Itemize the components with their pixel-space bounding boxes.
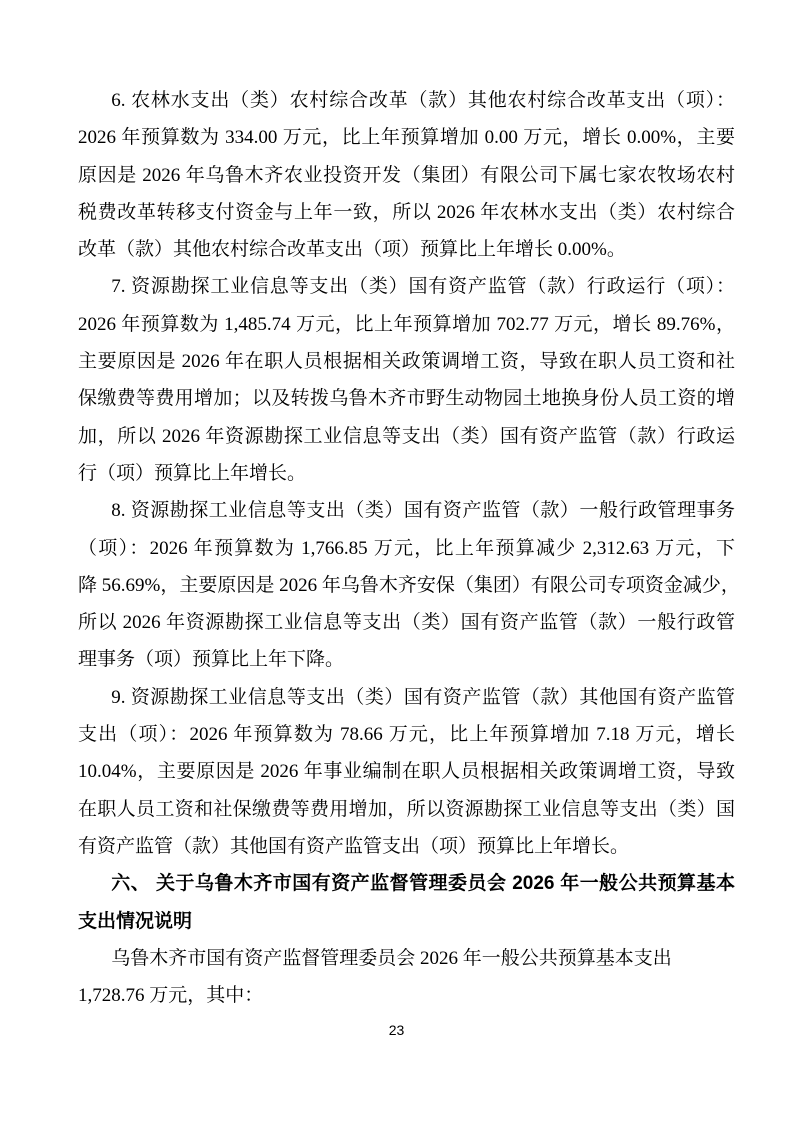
- para-9-line-5: 有资产监管（款）其他国有资产监管支出（项）预算比上年增长。: [78, 835, 630, 857]
- section-heading-line-1: 六、 关于乌鲁木齐市国有资产监督管理委员会 2026 年一般公共预算基本: [111, 873, 735, 895]
- para-9-line-1: 9. 资源勘探工业信息等支出（类）国有资产监管（款）其他国有资产监管: [111, 686, 735, 708]
- para-7-line-4: 保缴费等费用增加；以及转拨乌鲁木齐市野生动物园土地换身份人员工资的增: [78, 388, 735, 410]
- para-7-line-6: 行（项）预算比上年增长。: [78, 462, 307, 484]
- para-8-line-4: 所以 2026 年资源勘探工业信息等支出（类）国有资产监管（款）一般行政管: [78, 612, 735, 634]
- intro-line-1: 乌鲁木齐市国有资产监督管理委员会 2026 年一般公共预算基本支出: [111, 947, 672, 969]
- para-6-line-2: 2026 年预算数为 334.00 万元，比上年预算增加 0.00 万元，增长 0.00%，主要: [78, 127, 735, 149]
- para-8-line-1: 8. 资源勘探工业信息等支出（类）国有资产监管（款）一般行政管理事务: [111, 500, 735, 522]
- para-9-line-3: 10.04%，主要原因是 2026 年事业编制在职人员根据相关政策调增工资，导致: [78, 761, 735, 783]
- page-body-text: [78, 82, 740, 1014]
- paragraph-basic-expenditure-intro: [78, 940, 735, 1015]
- para-8-line-2: （项）：2026 年预算数为 1,766.85 万元，比上年预算减少 2,312.63 万元，下: [78, 537, 735, 559]
- section-heading-line-2: 支出情况说明: [78, 910, 193, 932]
- para-7-line-1: 7. 资源勘探工业信息等支出（类）国有资产监管（款）行政运行（项）：: [111, 276, 735, 298]
- para-7-line-5: 加，所以 2026 年资源勘探工业信息等支出（类）国有资产监管（款）行政运: [78, 425, 735, 447]
- para-6-line-3: 原因是 2026 年乌鲁木齐农业投资开发（集团）有限公司下属七家农牧场农村: [78, 164, 735, 186]
- para-7-line-3: 主要原因是 2026 年在职人员根据相关政策调增工资，导致在职人员工资和社: [78, 351, 735, 373]
- paragraph-item-6: [78, 82, 735, 268]
- paragraph-item-8: [78, 492, 740, 678]
- paragraph-item-7: [78, 268, 735, 492]
- para-6-line-4: 税费改革转移支付资金与上年一致，所以 2026 年农林水支出（类）农村综合: [78, 201, 735, 223]
- page-number: 23: [388, 1022, 405, 1038]
- para-6-line-5: 改革（款）其他农村综合改革支出（项）预算比上年增长 0.00%。: [78, 239, 626, 261]
- para-8-line-5: 理事务（项）预算比上年下降。: [78, 649, 345, 671]
- para-6-line-1: 6. 农林水支出（类）农村综合改革（款）其他农村综合改革支出（项）：: [111, 90, 735, 111]
- para-8-line-3: 降 56.69%，主要原因是 2026 年乌鲁木齐安保（集团）有限公司专项资金减少，: [78, 574, 740, 596]
- para-7-line-2: 2026 年预算数为 1,485.74 万元，比上年预算增加 702.77 万元，增长 89.76%，: [78, 313, 735, 335]
- paragraph-item-9: [78, 679, 735, 865]
- intro-line-2: 1,728.76 万元，其中：: [78, 985, 264, 1007]
- para-9-line-4: 在职人员工资和社保缴费等费用增加，所以资源勘探工业信息等支出（类）国: [78, 798, 735, 820]
- section-6-heading: [78, 865, 735, 940]
- para-9-line-2: 支出（项）：2026 年预算数为 78.66 万元，比上年预算增加 7.18 万元，增长: [78, 724, 735, 746]
